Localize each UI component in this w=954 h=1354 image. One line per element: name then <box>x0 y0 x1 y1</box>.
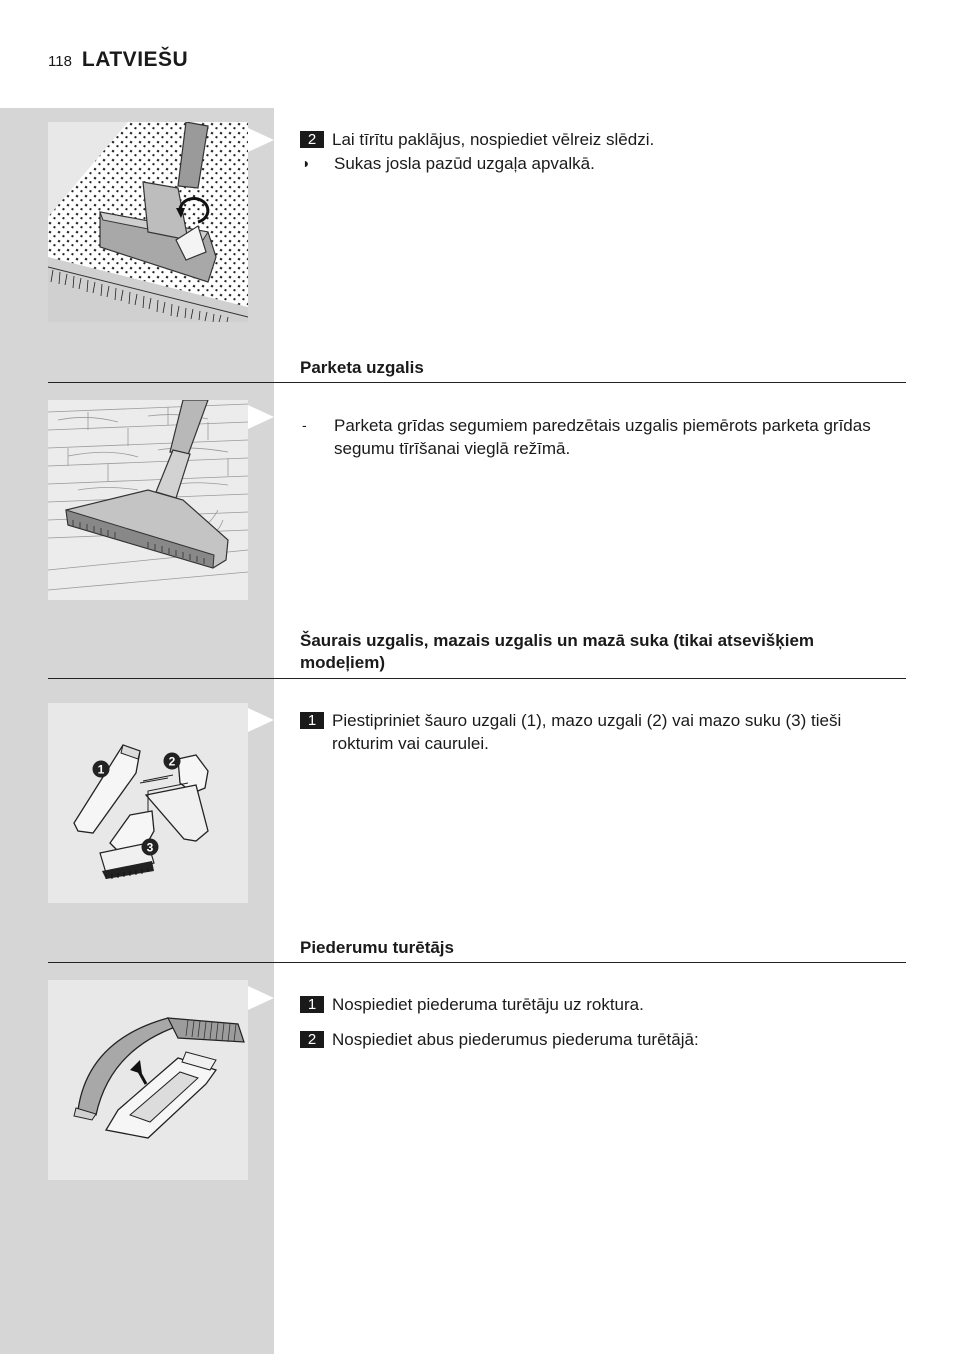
figure-pointer <box>248 128 274 152</box>
figure-parquet-nozzle <box>48 400 248 600</box>
section-rule <box>48 962 906 963</box>
dash-bullet: - <box>302 417 307 433</box>
step-text: Sukas josla pazūd uzgaļa apvalkā. <box>334 154 595 173</box>
callout-2-label: 2 <box>168 754 176 769</box>
language-title: LATVIEŠU <box>81 48 189 71</box>
step-number: 1 <box>300 996 324 1013</box>
step-carpet-result <box>300 152 900 175</box>
step-text: Piestipriniet šauro uzgali (1), mazo uzgali (2) vai mazo suku (3) tieši rokturim vai caurulei. <box>332 711 842 753</box>
result-bullet-icon: ◗ <box>302 155 311 171</box>
accessory-holder-illustration <box>48 980 248 1180</box>
heading-crevice-nozzle: Šaurais uzgalis, mazais uzgalis un mazā suka (tikai atsevišķiem modeļiem) <box>300 631 815 672</box>
step-text: Lai tīrītu paklājus, nospiediet vēlreiz slēdzi. <box>332 130 655 149</box>
figure-accessory-holder <box>48 980 248 1180</box>
step-text: Nospiediet piederuma turētāju uz roktura. <box>332 995 644 1014</box>
parquet-nozzle-illustration <box>48 400 248 600</box>
figure-pointer <box>248 405 274 429</box>
figure-carpet-nozzle <box>48 122 248 322</box>
callout-1-label: 1 <box>97 762 105 777</box>
section-rule <box>48 678 906 679</box>
page-number: 118 <box>48 53 72 70</box>
heading-parquet-nozzle: Parketa uzgalis <box>300 358 424 377</box>
callout-3-label: 3 <box>146 840 154 855</box>
step-holder-1 <box>300 993 900 1016</box>
figure-crevice-nozzles <box>48 703 248 903</box>
step-crevice-1 <box>300 709 900 755</box>
step-number: 2 <box>300 1031 324 1048</box>
step-carpet-2 <box>300 128 900 151</box>
crevice-tools-illustration <box>48 703 248 903</box>
page-header <box>48 48 188 72</box>
item-parquet <box>300 414 900 460</box>
figure-pointer <box>248 708 274 732</box>
heading-accessory-holder: Piederumu turētājs <box>300 938 454 957</box>
section-rule <box>48 382 906 383</box>
step-number: 1 <box>300 712 324 729</box>
step-holder-2 <box>300 1028 900 1051</box>
figure-pointer <box>248 986 274 1010</box>
step-number: 2 <box>300 131 324 148</box>
step-text: Nospiediet abus piederumus piederuma turētājā: <box>332 1030 699 1049</box>
item-text: Parketa grīdas segumiem paredzētais uzgalis piemērots parketa grīdas segumu tīrīšanai vieglā režīmā. <box>334 416 871 458</box>
carpet-nozzle-illustration <box>48 122 248 322</box>
